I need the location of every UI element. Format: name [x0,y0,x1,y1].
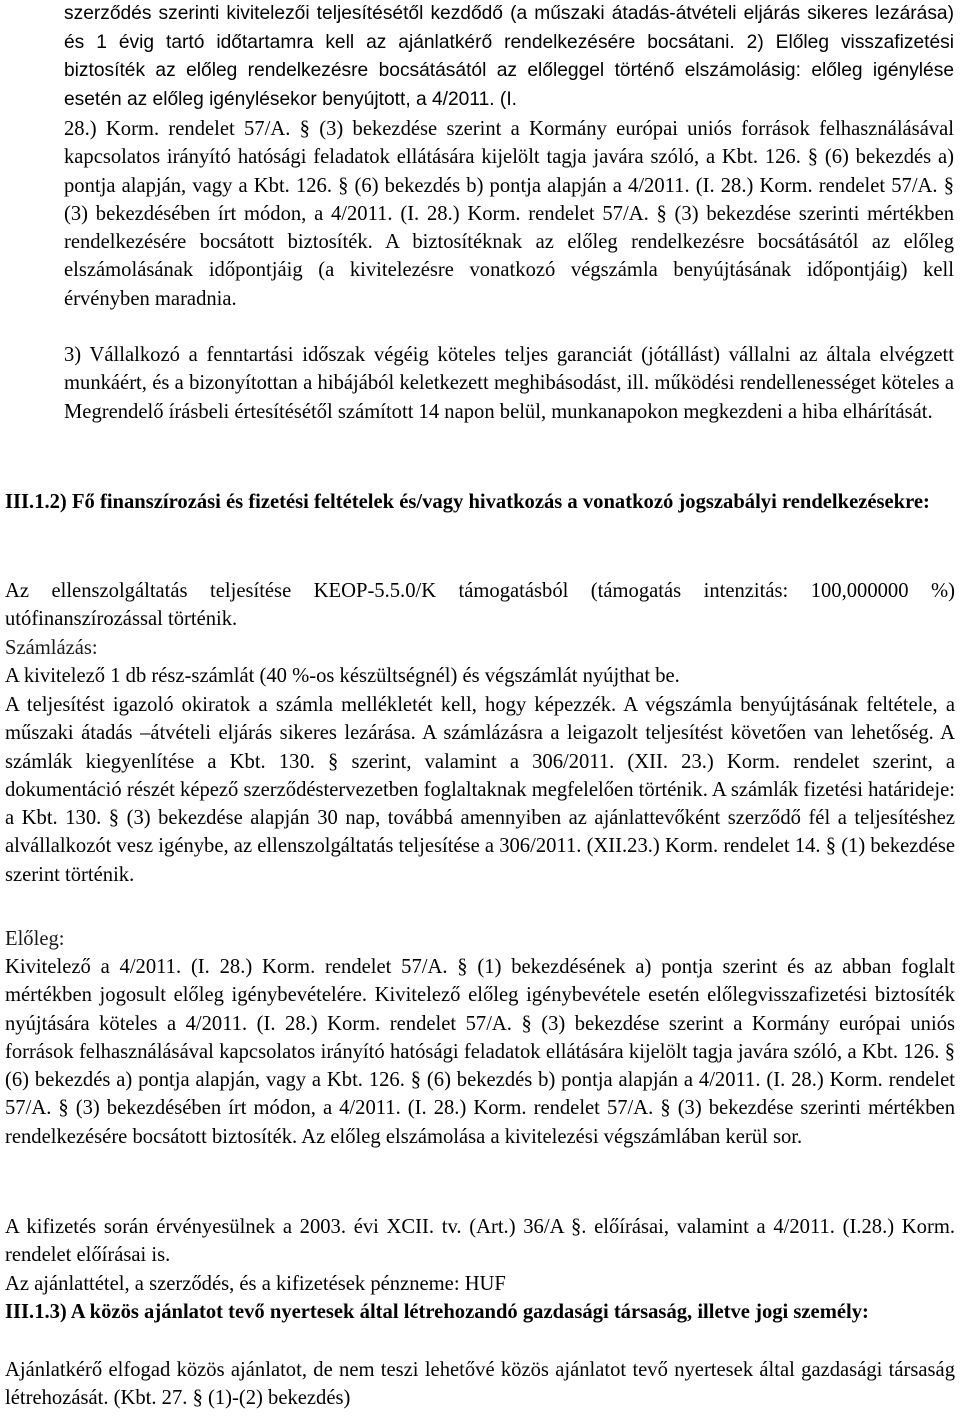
warranty-paragraph: 3) Vállalkozó a fenntartási időszak végéig köteles teljes garanciát (jótállást) vállalni az általa elvégzett munkáért, és a bizonyítottan a hibájából keletkezett meghibásodást, ill. működési rendellenességet köteles a Megrendelő írásbeli értesítésétől számított 14 napon belül, munkanapokon megkezdeni a hiba elhárítását. [64,344,954,423]
advance-paragraph: Kivitelező a 4/2011. (I. 28.) Korm. rendelet 57/A. § (1) bekezdésének a) pontja szerint és az abban foglalt mértékben jogosult előleg igénybevételére. Kivitelező előleg igénybevétele esetén előlegvisszafizetési biztosíték nyújtására köteles a 4/2011. (I. 28.) Korm. rendelet 57/A. § (3) bekezdése szerint a Kormány európai uniós források felhasználásával kapcsolatos irányító hatósági feladatok ellátására kijelölt tagja javára szóló, a Kbt. 126. § (6) bekezdés a) pontja alapján, vagy a Kbt. 126. § (6) bekezdés b) pontja alapján a 4/2011. (I. 28.) Korm. rendelet 57/A. § (3) bekezdésében írt módon, a 4/2011. (I. 28.) Korm. rendelet 57/A. § (3) bekezdése szerinti mértékben rendelkezésére bocsátott biztosíték. Az előleg elszámolása a kivitelezési végszámlában kerül sor. [5,956,955,1148]
payment-rules-paragraph: A kifizetés során érvényesülnek a 2003. évi XCII. tv. (Art.) 36/A §. előírásai, valamint a 4/2011. (I.28.) Korm. rendelet előírásai is. [5,1216,955,1267]
guarantee-text-serif: 28.) Korm. rendelet 57/A. § (3) bekezdése szerint a Kormány európai uniós források felhasználásával kapcsolatos irányító hatósági feladatok ellátására kijelölt tagja javára szóló, a Kbt. 126. § (6) bekezdés a) pontja alapján, vagy a Kbt. 126. § (6) bekezdés b) pontja alapján a 4/2011. (I. 28.) Korm. rendelet 57/A. § (3) bekezdésében írt módon, a 4/2011. (I. 28.) Korm. rendelet 57/A. § (3) bekezdése szerinti mértékben rendelkezésére bocsátott biztosíték. A biztosítéknak az előleg rendelkezésre bocsátásától az előleg elszámolásának időpontjáig (a kivitelezésre vonatkozó végszámla benyújtásának időpontjáig) kell érvényben maradnia. [64,118,954,310]
billing-label: Számlázás: [5,637,98,659]
guarantee-text-sans: szerződés szerinti kivitelezői teljesítésétől kezdődő (a műszaki átadás-átvételi eljárás sikeres lezárása) és 1 évig tartó időtartamra kell az ajánlatkérő rendelkezésére bocsátani. 2) Előleg visszafizetési biztosíték az előleg rendelkezésre bocsátásától az előleggel történő elszámolásig: előleg igénylése esetén az előleg igénylésekor benyújtott, a 4/2011. (I. [64,3,954,110]
section-heading-iii-1-3: III.1.3) A közös ajánlatot tevő nyertesek által létrehozandó gazdasági társaság, illetve jogi személy: [5,1301,869,1323]
billing-paragraph: A teljesítést igazoló okiratok a számla mellékletét kell, hogy képezzék. A végszámla benyújtásának feltétele, a műszaki átadás –átvételi eljárás sikeres lezárása. A számlázásra a leigazolt teljesítést követően van lehetőség. A számlák kiegyenlítése a Kbt. 130. § szerint, valamint a 306/2011. (XII. 23.) Korm. rendelet szerint, a dokumentáció részét képező szerződéstervezetben foglaltaknak megfelelően történik. A számlák fizetési határideje: a Kbt. 130. § (3) bekezdése alapján 30 nap, továbbá amennyiben az ajánlattevőként szerződő fél a teljesítéshez alvállalkozót vesz igénybe, az ellenszolgáltatás teljesítése a 306/2011. (XII.23.) Korm. rendelet 14. § (1) bekezdése szerint történik. [5,694,955,886]
funding-paragraph: Az ellenszolgáltatás teljesítése KEOP-5.5.0/K támogatásból (támogatás intenzitás: 100,000000 %) utófinanszírozással történik. [5,580,955,631]
billing-line: A kivitelező 1 db rész-számlát (40 %-os készültségnél) és végszámlát nyújthat be. [5,665,680,687]
joint-tender-paragraph: Ajánlatkérő elfogad közös ajánlatot, de nem teszi lehetővé közös ajánlatot tevő nyertesek által gazdasági társaság létrehozását. (Kbt. 27. § (1)-(2) bekezdés) [5,1359,955,1410]
section-heading-iii-1-2: III.1.2) Fő finanszírozási és fizetési feltételek és/vagy hivatkozás a vonatkozó jogszabályi rendelkezésekre: [5,491,930,513]
advance-label: Előleg: [5,928,65,950]
currency-line: Az ajánlattétel, a szerződés, és a kifizetések pénzneme: HUF [5,1273,506,1295]
